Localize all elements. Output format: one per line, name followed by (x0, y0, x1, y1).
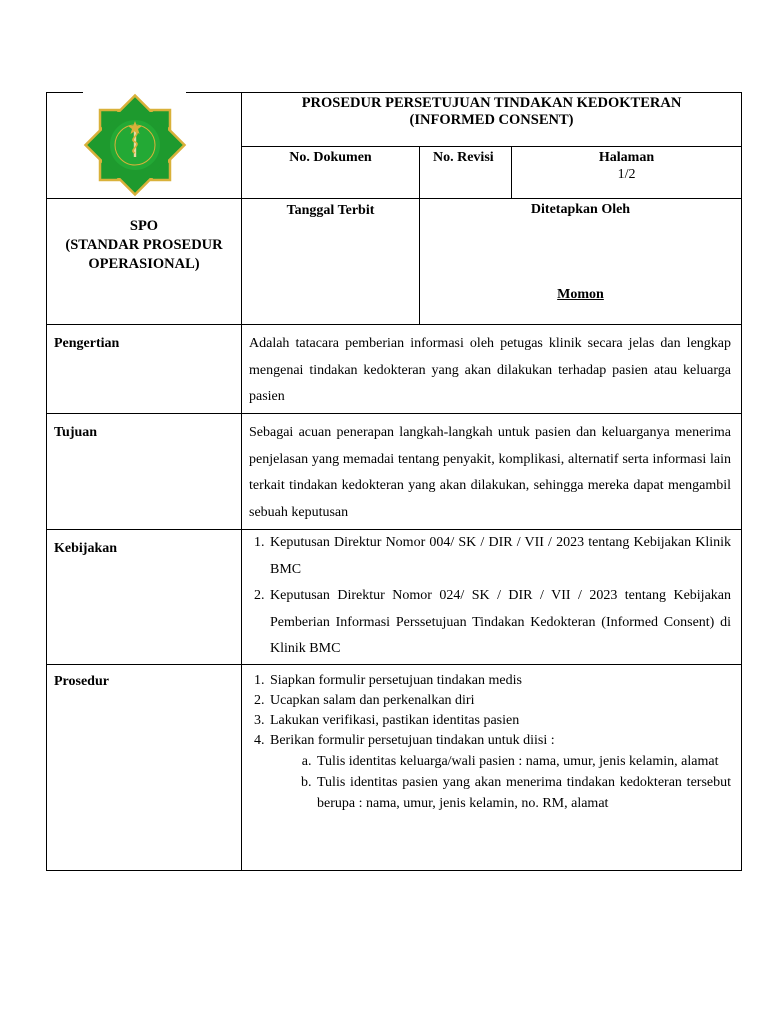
halaman-value: 1/2 (617, 167, 636, 182)
document-title: PROSEDUR PERSETUJUAN TINDAKAN KEDOKTERAN (301, 95, 682, 111)
tujuan-label: Tujuan (47, 414, 242, 530)
pengertian-label: Pengertian (47, 325, 242, 414)
star-crescent-logo-icon (83, 93, 187, 197)
kebijakan-cell (242, 530, 742, 665)
prosedur-cell (242, 665, 742, 871)
document-subtitle: (INFORMED CONSENT) (409, 112, 574, 128)
ditetapkan-oleh-label: Ditetapkan Oleh (530, 202, 631, 217)
halaman-label: Halaman (598, 150, 655, 165)
spo-fullname-line1: (STANDAR PROSEDUR (65, 237, 223, 253)
prosedur-sublist (270, 751, 731, 814)
list-item: 1. Keputusan Direktur Nomor 004/ SK / DIR / VII / 2023 tentang Kebijakan Klinik BMC (268, 530, 731, 583)
spo-cell (47, 199, 242, 325)
list-item: 1. Siapkan formulir persetujuan tindakan medis (268, 671, 731, 691)
list-item: 2. Ucapkan salam dan perkenalkan diri (268, 691, 731, 711)
signer-name: Momon (557, 287, 604, 302)
sublist-item: b. Tulis identitas pasien yang akan menerima tindakan kedokteran tersebut berupa : nama, umur, jenis kelamin, no. RM, alamat (315, 772, 731, 814)
logo-cell (47, 93, 242, 199)
list-item-text: Berikan formulir persetujuan tindakan untuk diisi : (270, 733, 555, 748)
no-dokumen-label: No. Dokumen (242, 147, 420, 199)
kebijakan-label: Kebijakan (47, 530, 242, 665)
list-item (268, 731, 731, 814)
prosedur-list (242, 671, 741, 814)
list-item: 2. Keputusan Direktur Nomor 024/ SK / DIR / VII / 2023 tentang Kebijakan Pemberian Informasi Perssetujuan Tindakan Kedokteran (Informed Consent) di Klinik BMC (268, 583, 731, 663)
header-table (46, 92, 742, 325)
document-title-cell (242, 93, 742, 147)
pengertian-text: Adalah tatacara pemberian informasi oleh petugas klinik secara jelas dan lengkap mengenai tindakan kedokteran yang akan dilakukan terhadap pasien atau keluarga pasien (242, 325, 742, 414)
prosedur-label: Prosedur (47, 665, 242, 871)
sublist-item: a. Tulis identitas keluarga/wali pasien : nama, umur, jenis kelamin, alamat (315, 751, 731, 772)
tujuan-text: Sebagai acuan penerapan langkah-langkah untuk pasien dan keluarganya menerima penjelasan yang memadai tentang penyakit, komplikasi, alternatif serta informasi lain terkait tindakan kedokteran yang akan dilakukan, sehingga mereka dapat mengambil sebuah keputusan (242, 414, 742, 530)
spo-label: SPO (129, 218, 159, 234)
spo-document (46, 92, 741, 871)
halaman-cell (512, 147, 742, 199)
tanggal-terbit-label: Tanggal Terbit (242, 199, 420, 325)
list-item: 3. Lakukan verifikasi, pastikan identitas pasien (268, 711, 731, 731)
kebijakan-list (242, 530, 741, 663)
no-revisi-label: No. Revisi (420, 147, 512, 199)
content-table (46, 324, 742, 871)
ditetapkan-oleh-cell (420, 199, 742, 325)
spo-fullname-line2: OPERASIONAL) (88, 256, 200, 272)
